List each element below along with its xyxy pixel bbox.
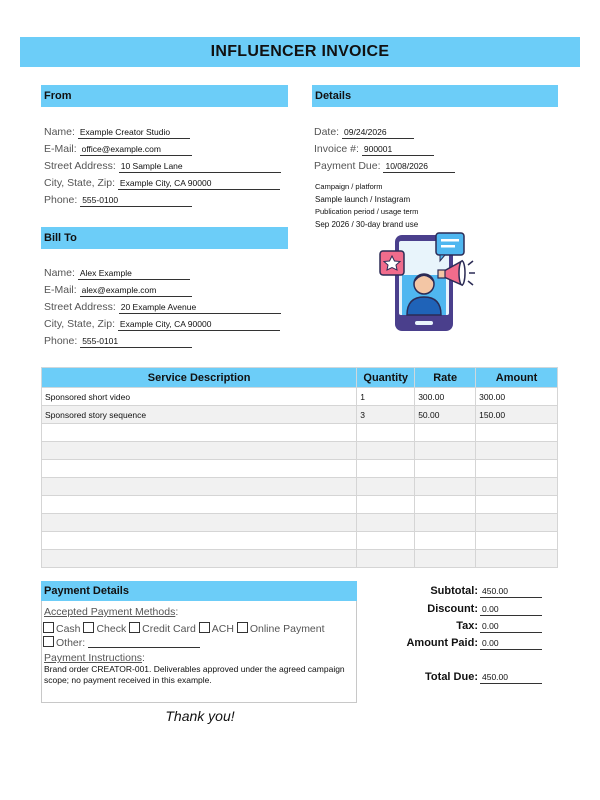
bill-street-value[interactable]: 20 Example Avenue <box>119 302 281 314</box>
from-header <box>41 85 288 107</box>
credit-card-option[interactable]: Credit Card <box>129 623 196 635</box>
from-street-value[interactable]: 10 Sample Lane <box>119 161 281 173</box>
cell-description[interactable]: Sponsored short video <box>42 388 357 406</box>
invoice-title: INFLUENCER INVOICE <box>210 43 390 60</box>
total-due-row: Total Due: 450.00 <box>328 671 542 684</box>
cell-quantity[interactable]: 1 <box>357 388 415 406</box>
cell-amount[interactable] <box>476 532 558 550</box>
cell-amount[interactable] <box>476 550 558 568</box>
cell-rate[interactable]: 50.00 <box>415 406 476 424</box>
cell-description[interactable]: Sponsored story sequence <box>42 406 357 424</box>
amount-paid-value[interactable]: 0.00 <box>480 638 542 650</box>
cell-quantity[interactable] <box>357 442 415 460</box>
cell-amount[interactable] <box>476 496 558 514</box>
cell-description[interactable] <box>42 496 357 514</box>
cell-amount[interactable] <box>476 514 558 532</box>
cell-rate[interactable] <box>415 532 476 550</box>
ach-option[interactable]: ACH <box>199 623 234 635</box>
from-heading: From <box>44 90 72 102</box>
table-row <box>42 460 558 478</box>
details-heading: Details <box>315 90 352 102</box>
table-row <box>42 424 558 442</box>
subtotal-row: Subtotal: 450.00 <box>328 585 542 598</box>
cell-description[interactable] <box>42 532 357 550</box>
campaign-value: Sample launch / Instagram <box>315 195 411 204</box>
table-row <box>42 478 558 496</box>
check-option[interactable]: Check <box>83 623 126 635</box>
payment-details-heading: Payment Details <box>44 585 129 597</box>
header-quantity: Quantity <box>357 368 415 388</box>
credit-card-checkbox[interactable] <box>129 622 140 633</box>
from-phone-field: Phone: 555-0100 <box>44 194 192 207</box>
from-name-value[interactable]: Example Creator Studio <box>78 127 190 139</box>
from-street-field: Street Address: 10 Sample Lane <box>44 160 281 173</box>
cell-description[interactable] <box>42 442 357 460</box>
bill-city-field: City, State, Zip: Example City, CA 90000 <box>44 318 280 331</box>
cell-rate[interactable] <box>415 514 476 532</box>
from-city-field: City, State, Zip: Example City, CA 90000 <box>44 177 280 190</box>
table-row <box>42 496 558 514</box>
online-payment-checkbox[interactable] <box>237 622 248 633</box>
bill-to-heading: Bill To <box>44 232 77 244</box>
cell-quantity[interactable] <box>357 478 415 496</box>
cell-amount[interactable] <box>476 460 558 478</box>
invoice-number-field: Invoice #: 900001 <box>314 143 434 156</box>
table-row <box>42 442 558 460</box>
bill-city-value[interactable]: Example City, CA 90000 <box>118 319 280 331</box>
from-name-field: Name: Example Creator Studio <box>44 126 190 139</box>
cell-quantity[interactable] <box>357 460 415 478</box>
cell-description[interactable] <box>42 478 357 496</box>
from-email-value[interactable]: office@example.com <box>80 144 192 156</box>
bill-name-value[interactable]: Alex Example <box>78 268 190 280</box>
cell-quantity[interactable] <box>357 550 415 568</box>
bill-street-field: Street Address: 20 Example Avenue <box>44 301 281 314</box>
payment-methods-row <box>43 622 325 635</box>
cell-quantity[interactable] <box>357 496 415 514</box>
payment-due-field: Payment Due: 10/08/2026 <box>314 160 455 173</box>
cell-description[interactable] <box>42 424 357 442</box>
period-label: Publication period / usage term <box>315 207 419 216</box>
ach-checkbox[interactable] <box>199 622 210 633</box>
subtotal-value: 450.00 <box>480 586 542 598</box>
bill-name-field: Name: Alex Example <box>44 267 190 280</box>
cell-amount[interactable]: 150.00 <box>476 406 558 424</box>
thank-you-note: Thank you! <box>165 708 235 724</box>
tax-row: Tax: 0.00 <box>328 620 542 633</box>
services-table <box>41 367 558 568</box>
from-phone-value[interactable]: 555-0100 <box>80 195 192 207</box>
bill-email-value[interactable]: alex@example.com <box>80 285 192 297</box>
table-row <box>42 532 558 550</box>
cell-quantity[interactable] <box>357 514 415 532</box>
invoice-title-bar <box>20 37 580 67</box>
table-row <box>42 388 558 406</box>
table-row <box>42 514 558 532</box>
tax-value[interactable]: 0.00 <box>480 621 542 633</box>
cell-description[interactable] <box>42 460 357 478</box>
other-input-line[interactable] <box>88 637 200 648</box>
cell-amount[interactable]: 300.00 <box>476 388 558 406</box>
payment-instructions-text: Brand order CREATOR-001. Deliverables approved under the agreed campaign scope; no payment received in this example. <box>44 664 345 685</box>
cell-quantity[interactable]: 3 <box>357 406 415 424</box>
bill-phone-field: Phone: 555-0101 <box>44 335 192 348</box>
payment-due-value[interactable]: 10/08/2026 <box>383 161 455 173</box>
campaign-label: Campaign / platform <box>315 182 383 191</box>
influencer-phone-megaphone-icon <box>374 229 478 333</box>
discount-row: Discount: 0.00 <box>328 603 542 616</box>
cash-option[interactable]: Cash <box>43 623 81 635</box>
header-rate: Rate <box>415 368 476 388</box>
details-header <box>312 85 558 107</box>
from-email-field: E-Mail: office@example.com <box>44 143 192 156</box>
cell-rate[interactable] <box>415 424 476 442</box>
other-option: Other: <box>43 636 200 649</box>
bill-phone-value[interactable]: 555-0101 <box>80 336 192 348</box>
cell-description[interactable] <box>42 514 357 532</box>
cell-amount[interactable] <box>476 442 558 460</box>
cell-description[interactable] <box>42 550 357 568</box>
date-value[interactable]: 09/24/2026 <box>342 127 414 139</box>
other-checkbox[interactable] <box>43 636 54 647</box>
cell-quantity[interactable] <box>357 424 415 442</box>
period-value: Sep 2026 / 30-day brand use <box>315 220 419 229</box>
cell-amount[interactable] <box>476 424 558 442</box>
cell-rate[interactable]: 300.00 <box>415 388 476 406</box>
cell-rate[interactable] <box>415 460 476 478</box>
payment-details-header <box>41 581 357 601</box>
table-row <box>42 406 558 424</box>
header-amount: Amount <box>476 368 558 388</box>
payment-instructions-label: Payment Instructions: <box>44 652 145 664</box>
cell-amount[interactable] <box>476 478 558 496</box>
online-payment-option[interactable]: Online Payment <box>237 623 325 635</box>
discount-value[interactable]: 0.00 <box>480 604 542 616</box>
invoice-number-value[interactable]: 900001 <box>362 144 434 156</box>
table-row <box>42 550 558 568</box>
cell-rate[interactable] <box>415 478 476 496</box>
cell-rate[interactable] <box>415 550 476 568</box>
date-field: Date: 09/24/2026 <box>314 126 414 139</box>
from-city-value[interactable]: Example City, CA 90000 <box>118 178 280 190</box>
header-service-description: Service Description <box>42 368 357 388</box>
total-due-value: 450.00 <box>480 672 542 684</box>
table-header-row <box>42 368 558 388</box>
amount-paid-row: Amount Paid: 0.00 <box>328 637 542 650</box>
check-checkbox[interactable] <box>83 622 94 633</box>
cash-checkbox[interactable] <box>43 622 54 633</box>
cell-quantity[interactable] <box>357 532 415 550</box>
cell-rate[interactable] <box>415 442 476 460</box>
cell-rate[interactable] <box>415 496 476 514</box>
bill-email-field: E-Mail: alex@example.com <box>44 284 192 297</box>
accepted-methods-label: Accepted Payment Methods: <box>44 606 179 618</box>
bill-to-header <box>41 227 288 249</box>
